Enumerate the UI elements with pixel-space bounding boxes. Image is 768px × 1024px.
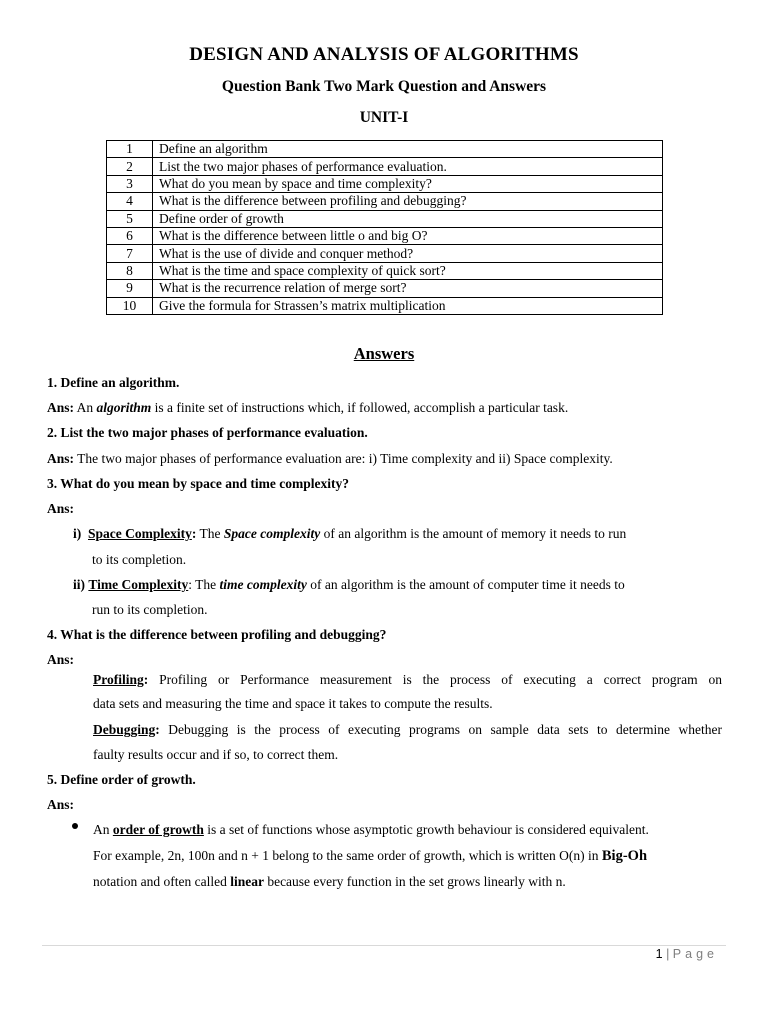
debugging-line-2: faulty results occur and if so, to correct them.: [93, 747, 339, 762]
table-row: [107, 280, 663, 297]
order-of-growth-example: For example, 2n, 100n and n + 1 belong to the same order of growth, which is written O(n) in: [93, 848, 599, 863]
order-of-growth-line-1: [93, 822, 649, 838]
order-of-growth-post: is a set of functions whose asymptotic growth behaviour is considered equivalent.: [207, 822, 649, 837]
time-complexity-post: of an algorithm is the amount of computer time it needs to: [310, 577, 625, 592]
answer-2: [47, 451, 613, 467]
unit-heading: UNIT-I: [359, 109, 409, 126]
question-number: 1: [107, 141, 153, 158]
question-number: 9: [107, 280, 153, 297]
question-text: What is the difference between profiling and debugging?: [153, 193, 663, 210]
table-row: [107, 210, 663, 227]
footer-separator: |: [666, 947, 670, 961]
ans-label: Ans:: [47, 451, 75, 466]
time-complexity-cont: run to its completion.: [92, 602, 208, 617]
question-1-heading: 1. Define an algorithm.: [47, 375, 180, 390]
profiling-line-2: data sets and measuring the time and space it takes to compute the results.: [93, 696, 493, 711]
linear-term: linear: [230, 874, 264, 889]
question-number: 5: [107, 210, 153, 227]
debugging-term: Debugging: [93, 722, 156, 737]
space-complexity-item: [73, 526, 626, 542]
ans-label: Ans:: [47, 400, 75, 415]
list-marker: ii): [73, 577, 85, 592]
ans-label: Ans:: [47, 501, 75, 516]
time-complexity-item: [73, 577, 625, 593]
question-text: Define order of growth: [153, 210, 663, 227]
question-2-heading: 2. List the two major phases of performance evaluation.: [47, 425, 368, 440]
space-complexity-pre: The: [199, 526, 221, 541]
space-complexity-post: of an algorithm is the amount of memory it needs to run: [323, 526, 627, 541]
table-row: [107, 262, 663, 279]
profiling-line-1: Profiling or Performance measurement is the process of executing a correct program on: [159, 672, 722, 687]
table-row: [107, 141, 663, 158]
question-number: 3: [107, 175, 153, 192]
order-of-growth-pre: An: [93, 822, 110, 837]
table-row: [107, 297, 663, 314]
profiling-term: Profiling: [93, 672, 144, 687]
document-subtitle: Question Bank Two Mark Question and Answers: [221, 78, 547, 95]
order-of-growth-line-3: [93, 874, 566, 890]
question-text: What is the difference between little o and big O?: [153, 227, 663, 244]
question-table: [106, 140, 663, 315]
time-complexity-term: Time Complexity: [88, 577, 189, 592]
bullet-icon: [72, 823, 78, 829]
order-of-growth-term: order of growth: [112, 822, 204, 837]
question-number: 7: [107, 245, 153, 262]
question-number: 6: [107, 227, 153, 244]
question-number: 4: [107, 193, 153, 210]
question-text: Give the formula for Strassen’s matrix multiplication: [153, 297, 663, 314]
footer-divider: [42, 945, 726, 946]
page-footer: [656, 947, 718, 961]
space-complexity-cont: to its completion.: [92, 552, 187, 567]
question-text: What is the time and space complexity of quick sort?: [153, 262, 663, 279]
order-of-growth-notation: notation and often called: [93, 874, 227, 889]
ans-label: Ans:: [47, 797, 75, 812]
list-marker: i): [73, 526, 82, 541]
colon: :: [191, 526, 197, 541]
question-number: 2: [107, 158, 153, 175]
page-label: Page: [672, 947, 718, 961]
profiling-definition: Profiling: Profiling or Performance measurement is the process of executing a correct program on: [93, 672, 722, 687]
time-complexity-emphasis: time complexity: [219, 577, 307, 592]
ans-label: Ans:: [47, 652, 75, 667]
answer-1: [47, 400, 568, 416]
space-complexity-emphasis: Space complexity: [223, 526, 321, 541]
table-row: [107, 227, 663, 244]
table-row: [107, 193, 663, 210]
debugging-definition: Debugging: Debugging is the process of executing programs on sample data sets to determine whether: [93, 722, 722, 737]
space-complexity-term: Space Complexity: [88, 526, 192, 541]
algorithm-term: algorithm: [96, 400, 152, 415]
question-text: What is the recurrence relation of merge sort?: [153, 280, 663, 297]
question-text: List the two major phases of performance evaluation.: [153, 158, 663, 175]
question-5-heading: 5. Define order of growth.: [47, 772, 196, 787]
question-text: What do you mean by space and time complexity?: [153, 175, 663, 192]
question-4-heading: 4. What is the difference between profiling and debugging?: [47, 627, 387, 642]
order-of-growth-line-2: [93, 848, 647, 865]
table-row: [107, 175, 663, 192]
page-number: 1: [655, 947, 663, 961]
answers-heading: Answers: [353, 344, 415, 363]
debugging-line-1: Debugging is the process of executing programs on sample data sets to determine whether: [168, 722, 722, 737]
question-number: 10: [107, 297, 153, 314]
document-title: DESIGN AND ANALYSIS OF ALGORITHMS: [189, 44, 579, 65]
question-text: Define an algorithm: [153, 141, 663, 158]
question-3-heading: 3. What do you mean by space and time complexity?: [47, 476, 350, 491]
table-row: [107, 245, 663, 262]
big-oh-term: Big-Oh: [601, 848, 648, 864]
answer-1-pre: An: [76, 400, 94, 415]
time-complexity-pre: : The: [188, 577, 217, 592]
answer-2-text: The two major phases of performance evaluation are: i) Time complexity and ii) Space complexity.: [77, 451, 613, 466]
question-text: What is the use of divide and conquer method?: [153, 245, 663, 262]
table-row: [107, 158, 663, 175]
order-of-growth-tail: because every function in the set grows linearly with n.: [267, 874, 566, 889]
question-number: 8: [107, 262, 153, 279]
answer-1-post: is a finite set of instructions which, if followed, accomplish a particular task.: [154, 400, 569, 415]
